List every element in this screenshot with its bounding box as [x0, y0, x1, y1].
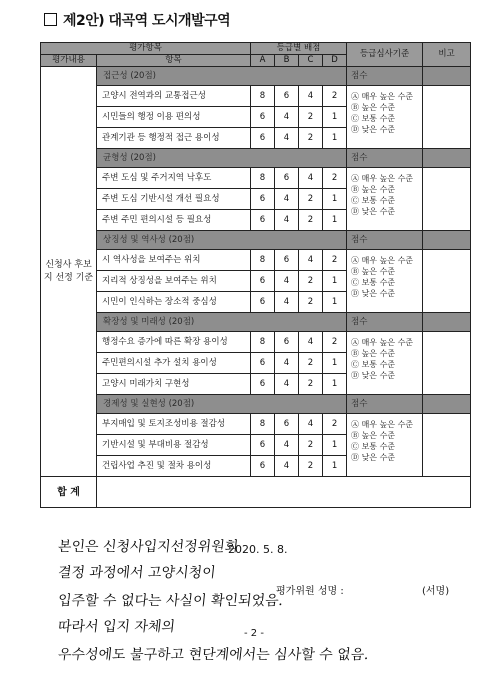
- page-number: - 2 -: [244, 628, 264, 639]
- grade-b-score: 4: [275, 292, 299, 313]
- grade-a-score: 6: [251, 271, 275, 292]
- grade-d-score: 1: [323, 353, 347, 374]
- handwritten-note-line-1: 본인은 신청사입지선정위원회: [57, 539, 240, 555]
- grade-c-score: 2: [299, 456, 323, 477]
- level-item: Ⓐ 매우 높은 수준: [351, 420, 414, 429]
- grade-d-score: 1: [323, 435, 347, 456]
- section-header-row: [41, 67, 471, 86]
- grade-a-score: 6: [251, 435, 275, 456]
- grade-b-score: 6: [275, 414, 299, 435]
- table-row: [41, 86, 471, 107]
- section-score-label: 점수: [347, 67, 423, 86]
- total-row: [41, 477, 471, 508]
- grade-a-score: 6: [251, 456, 275, 477]
- section-header-row: [41, 149, 471, 168]
- item-name: 주변 도심 기반시설 개선 필요성: [97, 189, 251, 210]
- table-row: [41, 332, 471, 353]
- level-item: Ⓐ 매우 높은 수준: [351, 174, 414, 183]
- section-header-row: [41, 395, 471, 414]
- handwritten-note-line-3: 입주할 수 없다는 사실이 확인되었음.: [57, 593, 284, 609]
- remark-cell: [423, 149, 471, 168]
- grade-b-score: 4: [275, 128, 299, 149]
- grade-d-score: 1: [323, 128, 347, 149]
- section-title: 접근성 (20점): [97, 67, 347, 86]
- level-standard: [347, 250, 423, 313]
- handwritten-note-line-5: 우수성에도 불구하고 현단계에서는 심사할 수 없음.: [57, 647, 370, 663]
- document-title: [44, 10, 230, 30]
- section-score-label: 점수: [347, 149, 423, 168]
- grade-b-score: 6: [275, 86, 299, 107]
- grade-c-score: 2: [299, 353, 323, 374]
- handwritten-note-line-2: 결정 과정에서 고양시청이: [57, 565, 217, 581]
- grade-d-score: 1: [323, 456, 347, 477]
- grade-d-score: 2: [323, 414, 347, 435]
- section-score-label: 점수: [347, 395, 423, 414]
- level-standard: [347, 332, 423, 395]
- grade-c-score: 2: [299, 271, 323, 292]
- level-item: Ⓓ 낮은 수준: [351, 371, 396, 380]
- signature-label: 평가위원 성명 :: [276, 586, 344, 597]
- section-score-label: 점수: [347, 313, 423, 332]
- grade-c-score: 2: [299, 107, 323, 128]
- section-score-label: 점수: [347, 231, 423, 250]
- level-item: Ⓑ 높은 수준: [351, 103, 396, 112]
- grade-c-score: 2: [299, 292, 323, 313]
- level-item: Ⓒ 보통 수준: [351, 114, 396, 123]
- header-grade-a: A: [251, 55, 275, 67]
- grade-c-score: 4: [299, 250, 323, 271]
- section-title: 확장성 및 미래성 (20점): [97, 313, 347, 332]
- grade-a-score: 6: [251, 128, 275, 149]
- level-standard: [347, 168, 423, 231]
- section-header-row: [41, 313, 471, 332]
- grade-b-score: 6: [275, 168, 299, 189]
- item-name: 행정수요 증가에 따른 확장 용이성: [97, 332, 251, 353]
- level-item: Ⓒ 보통 수준: [351, 360, 396, 369]
- item-name: 주민편의시설 추가 설치 용이성: [97, 353, 251, 374]
- title-text: 제2안) 대곡역 도시개발구역: [63, 13, 231, 29]
- total-label: 합 계: [41, 477, 97, 508]
- grade-a-score: 8: [251, 86, 275, 107]
- grade-c-score: 2: [299, 374, 323, 395]
- level-item: Ⓐ 매우 높은 수준: [351, 338, 414, 347]
- seal-label: (서명): [422, 586, 450, 597]
- item-name: 고양시 전역과의 교통접근성: [97, 86, 251, 107]
- level-standard: [347, 86, 423, 149]
- grade-b-score: 4: [275, 189, 299, 210]
- grade-c-score: 4: [299, 414, 323, 435]
- grade-a-score: 8: [251, 414, 275, 435]
- remark-cell: [423, 332, 471, 395]
- header-group: 평가항목: [41, 43, 251, 55]
- remark-cell: [423, 168, 471, 231]
- item-name: 시민이 인식하는 장소적 중심성: [97, 292, 251, 313]
- level-item: Ⓐ 매우 높은 수준: [351, 256, 414, 265]
- grade-b-score: 4: [275, 435, 299, 456]
- grade-c-score: 2: [299, 128, 323, 149]
- grade-b-score: 4: [275, 271, 299, 292]
- level-item: Ⓑ 높은 수준: [351, 267, 396, 276]
- grade-b-score: 6: [275, 332, 299, 353]
- remark-cell: [423, 250, 471, 313]
- grade-c-score: 4: [299, 86, 323, 107]
- grade-d-score: 2: [323, 168, 347, 189]
- table-row: [41, 414, 471, 435]
- header-grade-c: C: [299, 55, 323, 67]
- grade-b-score: 4: [275, 374, 299, 395]
- header-item: 항목: [97, 55, 251, 67]
- grade-d-score: 2: [323, 332, 347, 353]
- grade-d-score: 1: [323, 271, 347, 292]
- item-name: 주변 주민 편의시설 등 필요성: [97, 210, 251, 231]
- level-standard: [347, 414, 423, 477]
- level-item: Ⓒ 보통 수준: [351, 196, 396, 205]
- item-name: 부지매입 및 토지조성비용 절감성: [97, 414, 251, 435]
- level-item: Ⓒ 보통 수준: [351, 278, 396, 287]
- grade-d-score: 1: [323, 374, 347, 395]
- header-standard: 등급심사기준: [347, 43, 423, 67]
- category-cell: 신청사 후보지 선정 기준: [41, 67, 97, 477]
- handwritten-note-line-4: 따라서 입지 자체의: [57, 619, 176, 635]
- grade-b-score: 4: [275, 107, 299, 128]
- header-scale: 등급별 배점: [251, 43, 347, 55]
- grade-a-score: 6: [251, 107, 275, 128]
- header-remark: 비고: [423, 43, 471, 67]
- grade-a-score: 6: [251, 292, 275, 313]
- item-name: 주변 도심 및 주거지역 낙후도: [97, 168, 251, 189]
- grade-d-score: 2: [323, 250, 347, 271]
- total-value: [97, 477, 471, 508]
- item-name: 관계기관 등 행정적 접근 용이성: [97, 128, 251, 149]
- item-name: 건립사업 추진 및 절차 용이성: [97, 456, 251, 477]
- grade-a-score: 6: [251, 210, 275, 231]
- remark-cell: [423, 414, 471, 477]
- header-eval: 평가내용: [41, 55, 97, 67]
- level-item: Ⓓ 낮은 수준: [351, 207, 396, 216]
- grade-a-score: 8: [251, 168, 275, 189]
- remark-cell: [423, 313, 471, 332]
- checkbox-icon: [44, 13, 57, 26]
- level-item: Ⓒ 보통 수준: [351, 442, 396, 451]
- grade-a-score: 6: [251, 189, 275, 210]
- grade-a-score: 8: [251, 250, 275, 271]
- item-name: 기반시설 및 부대비용 절감성: [97, 435, 251, 456]
- level-item: Ⓓ 낮은 수준: [351, 125, 396, 134]
- level-item: Ⓓ 낮은 수준: [351, 453, 396, 462]
- evaluation-table: [40, 42, 471, 508]
- remark-cell: [423, 67, 471, 86]
- section-title: 상징성 및 역사성 (20점): [97, 231, 347, 250]
- grade-b-score: 6: [275, 250, 299, 271]
- level-item: Ⓑ 높은 수준: [351, 431, 396, 440]
- table-row: [41, 168, 471, 189]
- grade-d-score: 1: [323, 292, 347, 313]
- grade-c-score: 2: [299, 435, 323, 456]
- item-name: 시민들의 행정 이용 편의성: [97, 107, 251, 128]
- header-grade-d: D: [323, 55, 347, 67]
- grade-d-score: 1: [323, 107, 347, 128]
- level-item: Ⓑ 높은 수준: [351, 349, 396, 358]
- remark-cell: [423, 86, 471, 149]
- date: 2020. 5. 8.: [228, 543, 288, 556]
- grade-c-score: 4: [299, 332, 323, 353]
- section-header-row: [41, 231, 471, 250]
- grade-d-score: 2: [323, 86, 347, 107]
- grade-b-score: 4: [275, 353, 299, 374]
- grade-d-score: 1: [323, 210, 347, 231]
- grade-c-score: 4: [299, 168, 323, 189]
- section-title: 경제성 및 실현성 (20점): [97, 395, 347, 414]
- grade-c-score: 2: [299, 210, 323, 231]
- level-item: Ⓑ 높은 수준: [351, 185, 396, 194]
- grade-a-score: 6: [251, 353, 275, 374]
- grade-b-score: 4: [275, 456, 299, 477]
- level-item: Ⓓ 낮은 수준: [351, 289, 396, 298]
- item-name: 지리적 상징성을 보여주는 위치: [97, 271, 251, 292]
- grade-c-score: 2: [299, 189, 323, 210]
- grade-a-score: 8: [251, 332, 275, 353]
- section-title: 균형성 (20점): [97, 149, 347, 168]
- table-row: [41, 250, 471, 271]
- header-grade-b: B: [275, 55, 299, 67]
- grade-b-score: 4: [275, 210, 299, 231]
- item-name: 고양시 미래가치 구현성: [97, 374, 251, 395]
- remark-cell: [423, 395, 471, 414]
- grade-d-score: 1: [323, 189, 347, 210]
- level-item: Ⓐ 매우 높은 수준: [351, 92, 414, 101]
- grade-a-score: 6: [251, 374, 275, 395]
- remark-cell: [423, 231, 471, 250]
- item-name: 시 역사성을 보여주는 위치: [97, 250, 251, 271]
